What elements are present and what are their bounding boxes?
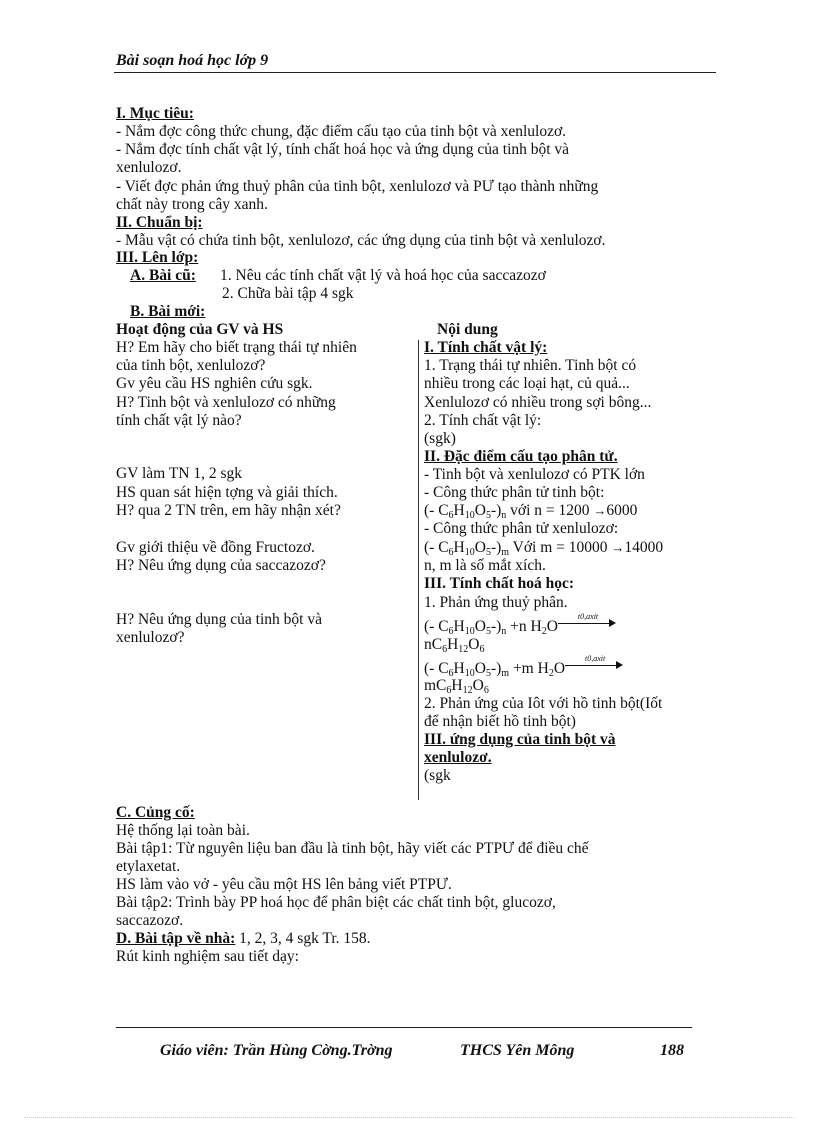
equation-thuy-phan-xenlulozo: (- $C_6H_{10}O_5-)_m +m$ $H_2O$ t0,axit	[424, 659, 623, 677]
left-column-line: H? Tinh bột và xenlulozơ có những	[116, 394, 336, 411]
right-column-line: để nhận biết hồ tinh bột)	[424, 713, 576, 730]
table-right-header: Nội dung	[437, 321, 498, 338]
chuan-bi-line: - Mẫu vật có chứa tinh bột, xenlulozơ, các ứng dụng của tinh bột và xenlulozơ.	[116, 232, 606, 249]
right-column-line: 1. Phản ứng thuỷ phân.	[424, 594, 568, 611]
right-heading-cau-tao: II. Đặc điểm cấu tạo phân tử.	[424, 448, 618, 465]
muc-tieu-line: - Nắm đợc công thức chung, đặc điểm cấu tạo của tinh bột và xenlulozơ.	[116, 123, 567, 140]
right-heading-tinh-chat-hoa-hoc: III. Tính chất hoá học:	[424, 575, 575, 592]
footer-rule	[116, 1027, 692, 1028]
left-column-line: H? Em hãy cho biết trạng thái tự nhiên	[116, 339, 357, 356]
bai-cu-item: 2. Chữa bài tập 4 sgk	[222, 285, 354, 302]
left-column-line: xenlulozơ?	[116, 629, 185, 646]
product-glucozo-m: $mC_6H_{12}O_6$	[424, 677, 489, 696]
bai-cu-label: A. Bài cũ:	[130, 267, 196, 284]
formula-tinh-bot: (- $C_6H_{10}O_5-)_n$ với n = 1200 →6000	[424, 502, 638, 521]
section-cung-co-heading: C. Củng cố:	[116, 804, 195, 821]
bai-tap-text: 1, 2, 3, 4 sgk Tr. 158.	[235, 930, 371, 947]
cung-co-line: saccazozơ.	[116, 912, 184, 929]
section-len-lop-heading: III. Lên lớp:	[116, 249, 199, 266]
bai-moi-label: B. Bài mới:	[130, 303, 206, 320]
arrow-icon: →	[611, 540, 625, 555]
section-muc-tieu-heading: I. Mục tiêu:	[116, 105, 194, 122]
left-column-line: GV làm TN 1, 2 sgk	[116, 465, 243, 482]
left-column-line: của tinh bột, xenlulozơ?	[116, 357, 266, 374]
cung-co-line: Bài tập1: Từ nguyên liệu ban đầu là tinh bột, hãy viết các PTPƯ để điều chế	[116, 840, 589, 857]
muc-tieu-line: xenlulozơ.	[116, 159, 182, 176]
right-column-line: nhiều trong các loại hạt, củ quả...	[424, 375, 630, 392]
right-heading-tinh-chat-vat-ly: I. Tính chất vật lý:	[424, 339, 548, 356]
left-column-line: Gv yêu cầu HS nghiên cứu sgk.	[116, 375, 313, 392]
right-column-line: - Tinh bột và xenlulozơ có PTK lớn	[424, 466, 645, 483]
column-divider	[418, 340, 419, 800]
table-left-header: Hoạt động của GV và HS	[116, 321, 284, 338]
bai-tap-ve-nha	[116, 931, 371, 947]
section-chuan-bi-heading: II. Chuẩn bị:	[116, 214, 203, 231]
muc-tieu-line: - Viết đợc phản ứng thuỷ phân của tinh bột, xenlulozơ và PƯ tạo thành những	[116, 178, 599, 195]
page-bottom-border	[24, 1117, 794, 1118]
right-column-line: - Công thức phân tử tinh bột:	[424, 484, 605, 501]
right-column-line: 1. Trạng thái tự nhiên. Tinh bột có	[424, 357, 637, 374]
left-column-line: H? Nêu ứng dụng của saccazozơ?	[116, 557, 326, 574]
footer-page-number: 188	[660, 1042, 684, 1059]
left-column-line: HS quan sát hiện tợng và giải thích.	[116, 484, 338, 501]
cung-co-line: Hệ thống lại toàn bài.	[116, 822, 250, 839]
bai-tap-heading: D. Bài tập về nhà:	[116, 930, 236, 947]
reaction-arrow-icon: t0,axit	[565, 659, 623, 671]
arrow-icon: →	[593, 503, 607, 518]
right-column-line: n, m là số mắt xích.	[424, 557, 546, 574]
right-column-line: 2. Tính chất vật lý:	[424, 412, 542, 429]
left-column-line: H? qua 2 TN trên, em hãy nhận xét?	[116, 502, 341, 519]
page-header-title: Bài soạn hoá học lớp 9	[116, 52, 269, 69]
left-column-line: tính chất vật lý nào?	[116, 412, 242, 429]
product-glucozo-n: $nC_6H_{12}O_6$	[424, 636, 485, 655]
muc-tieu-line: chất này trong cây xanh.	[116, 196, 268, 213]
bai-cu-item: 1. Nêu các tính chất vật lý và hoá học của saccazozơ	[220, 267, 546, 284]
right-column-line: 2. Phản ứng của Iôt với hồ tinh bột(Iốt	[424, 695, 663, 712]
right-column-line: Xenlulozơ có nhiều trong sợi bông...	[424, 394, 652, 411]
right-column-line: - Công thức phân tử xenlulozơ:	[424, 520, 619, 537]
muc-tieu-line: - Nắm đợc tính chất vật lý, tính chất hoá học và ứng dụng của tinh bột và	[116, 141, 570, 158]
right-column-line: (sgk)	[424, 430, 456, 447]
right-heading-ung-dung: III. ứng dụng của tinh bột và	[424, 731, 616, 748]
right-heading-ung-dung-cont: xenlulozơ.	[424, 749, 492, 766]
left-column-line: Gv giới thiệu về đồng Fructozơ.	[116, 539, 315, 556]
formula-xenlulozo: (- $C_6H_{10}O_5-)_m$ Với m = 10000 →14000	[424, 539, 664, 558]
reaction-arrow-icon: t0,axit	[558, 617, 616, 629]
equation-thuy-phan-tinh-bot: (- $C_6H_{10}O_5-)_n +n$ $H_2O$ t0,axit	[424, 617, 616, 635]
footer-school: THCS Yên Mông	[460, 1042, 575, 1059]
rut-kinh-nghiem: Rút kinh nghiệm sau tiết dạy:	[116, 948, 299, 965]
cung-co-line: HS làm vào vở - yêu cầu một HS lên bảng viết PTPƯ.	[116, 876, 452, 893]
left-column-line: H? Nêu ứng dụng của tinh bột và	[116, 611, 322, 628]
footer-teacher: Giáo viên: Trần Hùng Cờng.Trờng	[160, 1042, 393, 1059]
header-rule	[114, 72, 716, 73]
right-column-line: (sgk	[424, 767, 451, 784]
cung-co-line: etylaxetat.	[116, 858, 181, 875]
cung-co-line: Bài tập2: Trình bày PP hoá học để phân biệt các chất tinh bột, glucozơ,	[116, 894, 556, 911]
